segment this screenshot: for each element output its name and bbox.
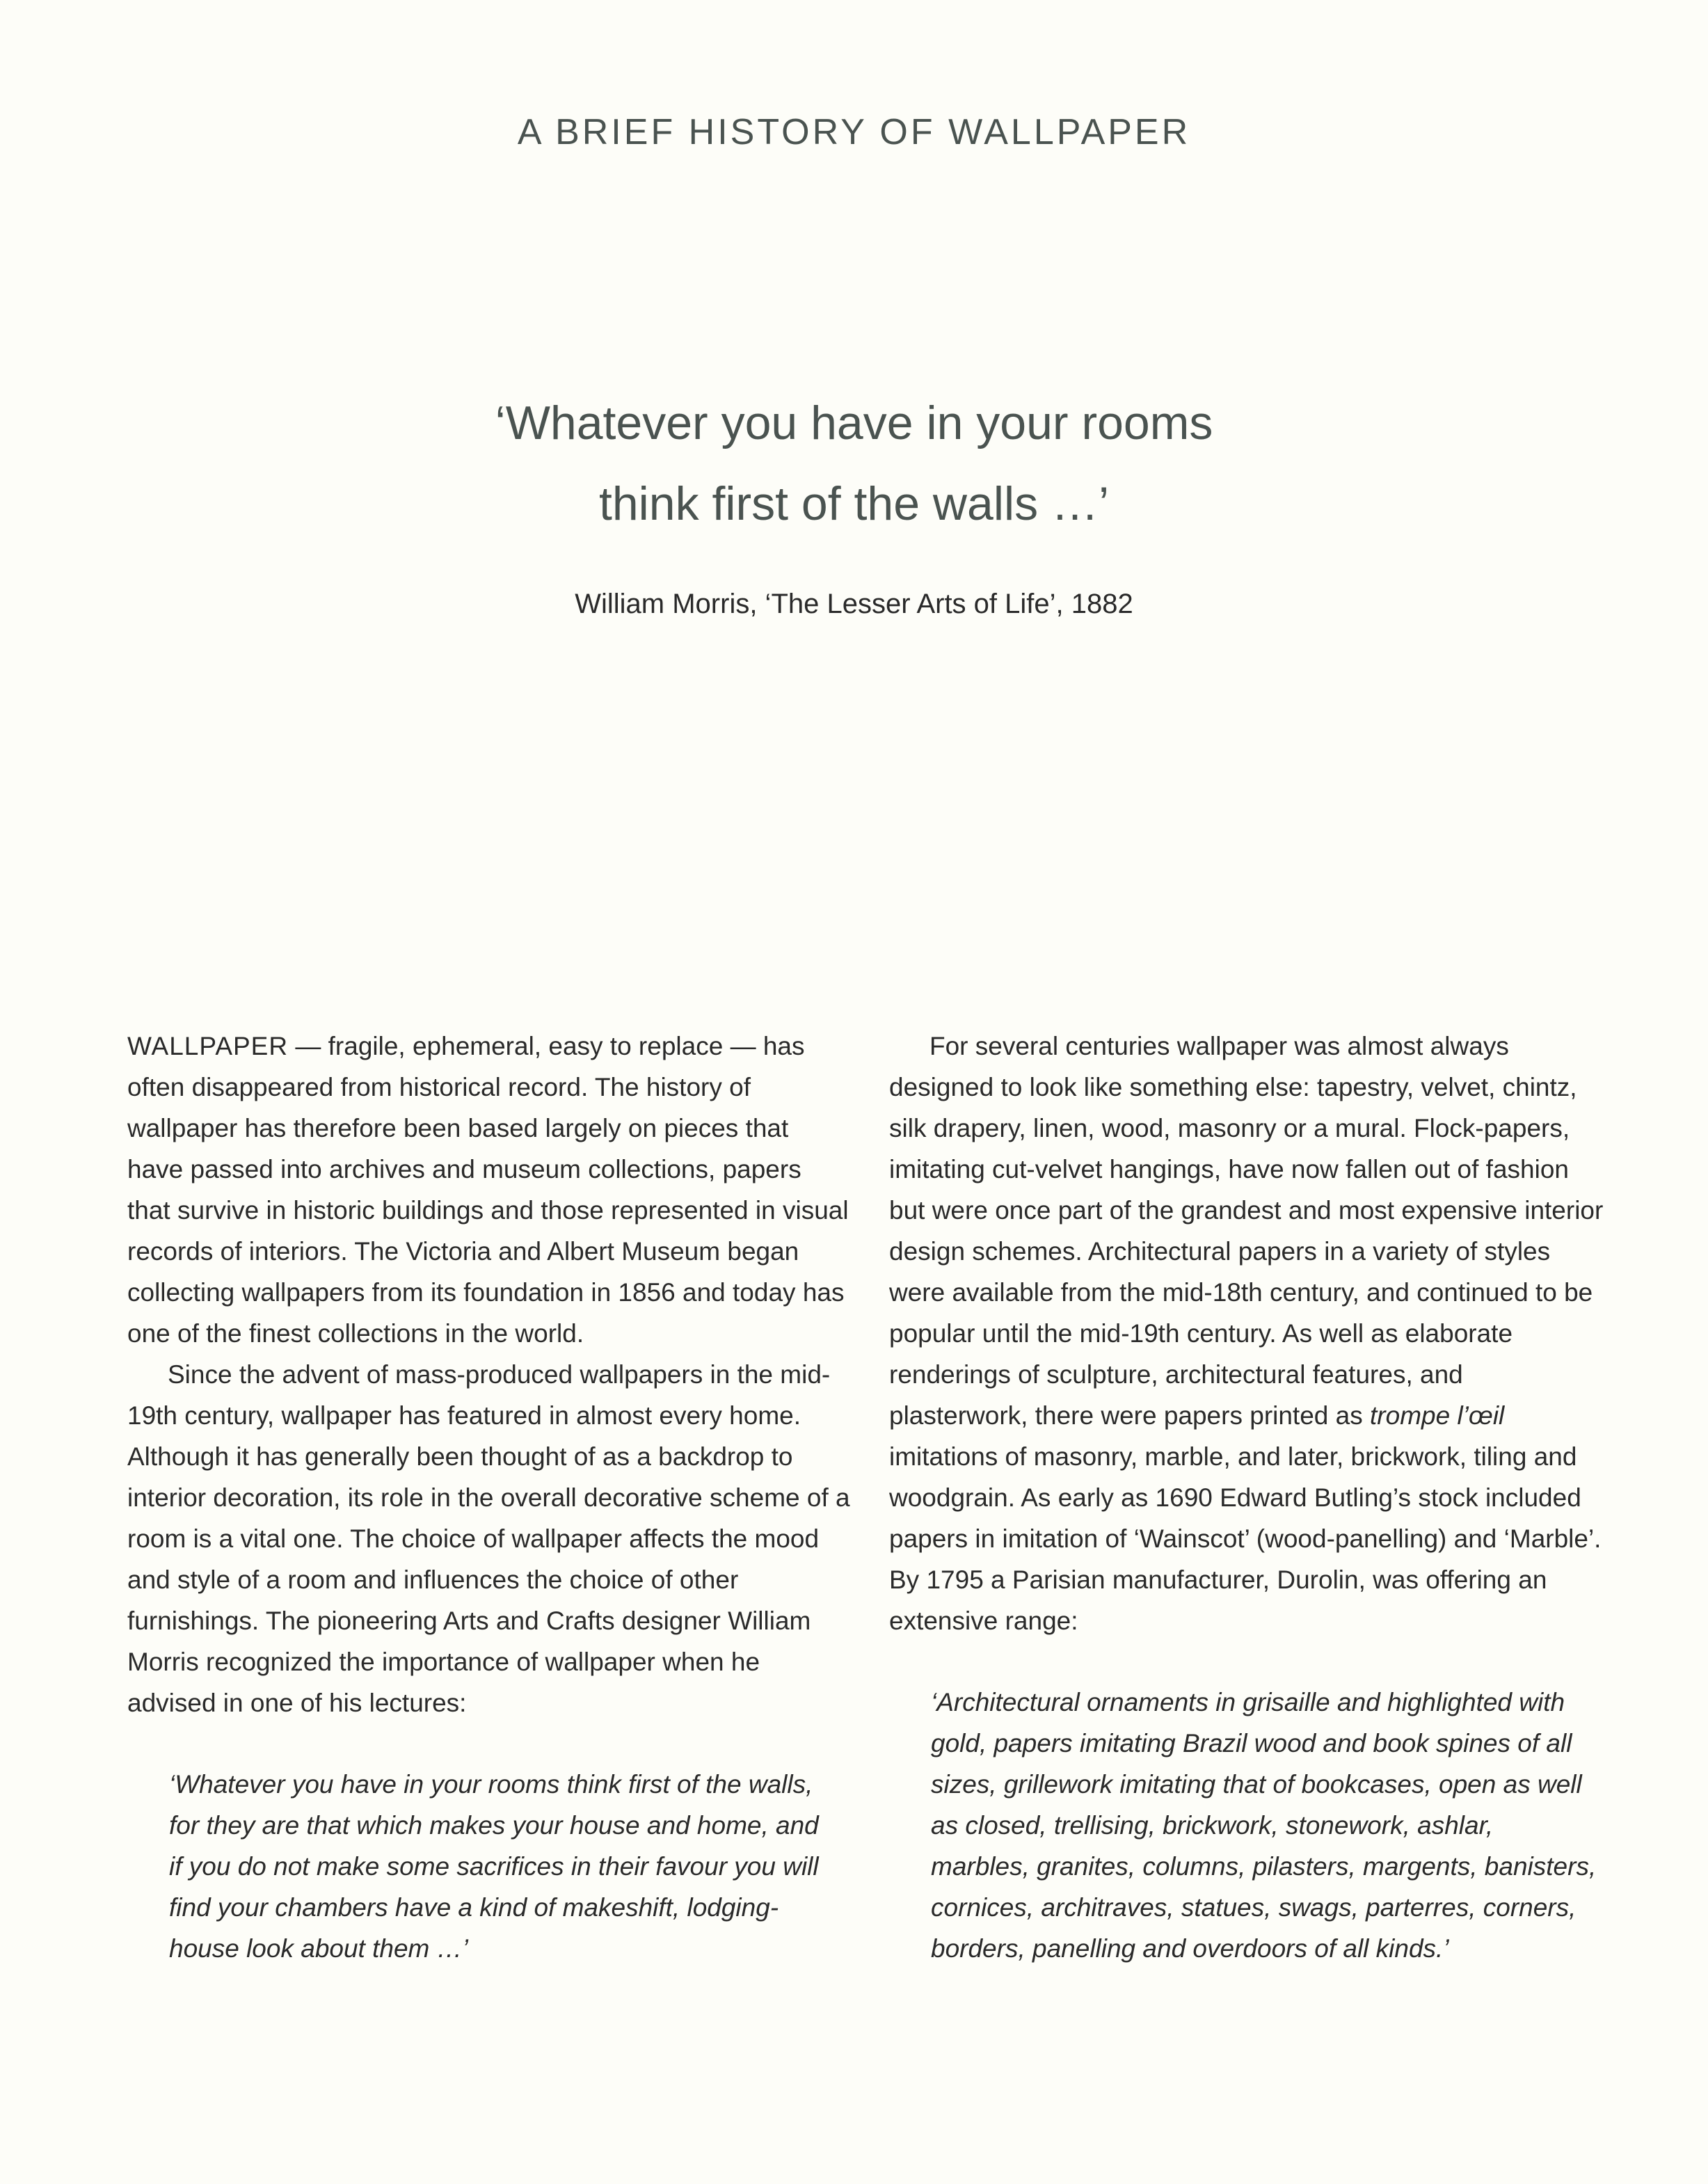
left-paragraph-2: Since the advent of mass-produced wallpapers in the mid-19th century, wallpaper has featured in almost every home. Although it has generally been thought of as a backdrop to interior decoration, its role in the overall decorative scheme of a room is a vital one. The choice of wallpaper affects the mood and style of a room and influences the choice of other furnishings. The pioneering Arts and Crafts designer William Morris recognized the importance of wallpaper when he advised in one of his lectures: xyxy=(127,1360,850,1717)
trompe-loeil-term: trompe l’œil xyxy=(1370,1401,1505,1430)
epigraph xyxy=(0,383,1708,620)
left-paragraph-1-text: — fragile, ephemeral, easy to replace — has often disappeared from historical record. The history of wallpaper has therefore been based largely on pieces that have passed into archives and museum collections, papers that survive in historic buildings and those represented in visual records of interiors. The Victoria and Albert Museum began collecting wallpapers from its foundation in 1856 and today has one of the finest collections in the world. xyxy=(127,1032,849,1348)
left-paragraph-1 xyxy=(127,1026,851,1354)
durolin-blockquote: ‘Architectural ornaments in grisaille and highlighted with gold, papers imitating Brazil wood and book spines of all sizes, grillework imitating that of bookcases, open as well as closed, trellising, brickwork, stonework, ashlar, marbles, granites, columns, pilasters, margents, banisters, cornices, architraves, statues, swags, parterres, corners, borders, panelling and overdoors of all kinds.’ xyxy=(931,1688,1597,1963)
epigraph-quote-line-2: think first of the walls …’ xyxy=(598,477,1110,530)
right-column xyxy=(889,1026,1606,1969)
right-paragraph-1-text-a: For several centuries wallpaper was almost always designed to look like something else: tapestry, velvet, chintz, silk drapery, linen, wood, masonry or a mural. Flock-papers, imitating cut-velvet hangings, have now fallen out of fashion but were once part of the grandest and most expensive interior design schemes. Architectural papers in a variety of styles were available from the mid-18th century, and continued to be popular until the mid-19th century. As well as elaborate renderings of sculpture, architectural features, and plasterwork, there were papers printed as xyxy=(889,1032,1604,1430)
left-column xyxy=(127,1026,851,1969)
right-paragraph-1 xyxy=(889,1026,1606,1641)
epigraph-quote xyxy=(367,383,1341,544)
epigraph-quote-line-1: ‘Whatever you have in your rooms xyxy=(495,397,1213,449)
right-paragraph-1-text-b: imitations of masonry, marble, and later, brickwork, tiling and woodgrain. As early as 1690 Edward Butling’s stock included papers in imitation of ‘Wainscot’ (wood-panelling) and ‘Marble’. By 1795 a Parisian manufacturer, Durolin, was offering an extensive range: xyxy=(889,1442,1602,1635)
morris-blockquote: ‘Whatever you have in your rooms think first of the walls, for they are that which makes your house and home, and if you do not make some sacrifices in their favour you will find your chambers have a kind of makeshift, lodging-house look about them …’ xyxy=(169,1770,819,1963)
page-title: A BRIEF HISTORY OF WALLPAPER xyxy=(517,112,1191,152)
lead-word: WALLPAPER xyxy=(127,1032,289,1060)
epigraph-attribution: William Morris, ‘The Lesser Arts of Life’, 1882 xyxy=(575,589,1133,619)
